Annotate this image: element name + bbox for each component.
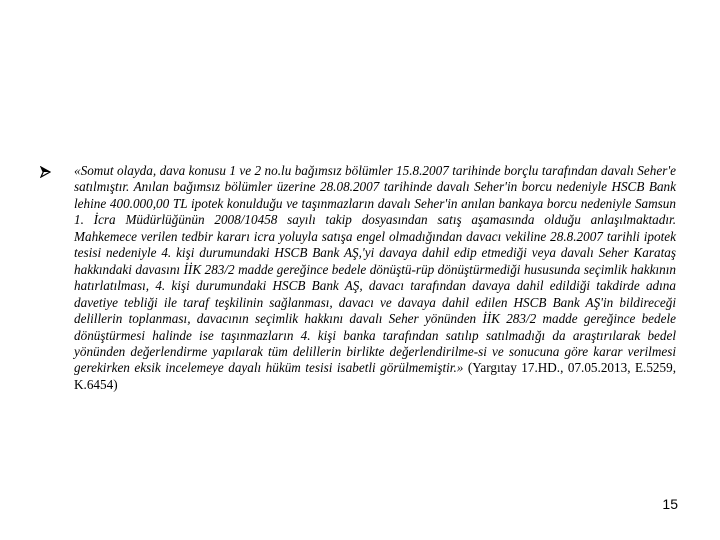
arrowhead-bullet-icon — [40, 163, 74, 178]
bullet-item — [40, 163, 676, 393]
court-decision-paragraph — [74, 163, 676, 393]
page-number: 15 — [662, 496, 678, 512]
decision-citation: (Yargıtay 17.HD., 07.05.2013, E.5259, K.6454) — [74, 360, 676, 392]
decision-quote: «Somut olayda, dava konusu 1 ve 2 no.lu bağımsız bölümler 15.8.2007 tarihinde borçlu tarafından davalı Seher'e satılmıştır. Anılan bağımsız bölümler üzerine 28.08.2007 tarihinde davalı Seher'in borcu nedeniyle HSCB Bank lehine 400.000,00 TL ipotek konulduğu ve taşınmazların davalı Seher'in anılan bankaya borcu nedeniyle Samsun 1. İcra Müdürlüğünün 2008/10458 sayılı takip dosyasından satış aşamasında olduğu anlaşılmaktadır. Mahkemece verilen tedbir kararı icra yoluyla satışa engel olmadığından davacı vekiline 28.8.2007 tarihli ipotek tesisi nedeniyle 4. kişi durumundaki HSCB Bank AŞ,'yi davaya dahil edip etmediği veya davalı Seher Karataş hakkındaki davasını İİK 283/2 madde gereğince bedele dönüştü-rüp dönüştürmediği hususunda seçimlik hakkının hatırlatılması, 4. kişi durumundaki HSCB Bank AŞ, davacı tarafından davaya dahil edildiği takdirde adına davetiye tebliği ile taraf teşkilinin sağlanması, davacı ve davaya dahil edilen HSCB Bank AŞ'in bildireceği delillerin toplanması, davacının seçimlik hakkını davalı Seher yönünden İİK 283/2 madde gereğince bedele dönüştürmesi halinde ise taşınmazların 4. kişi banka tarafından satılıp satılmadığı da araştırılarak bedel yönünden değerlendirme yapılarak tüm delillerin birlikte değerlendirilme-si ve sonucuna göre karar verilmesi gerekirken eksik incelemeye dayalı hüküm tesisi isabetli görülmemiştir.» — [74, 163, 676, 376]
